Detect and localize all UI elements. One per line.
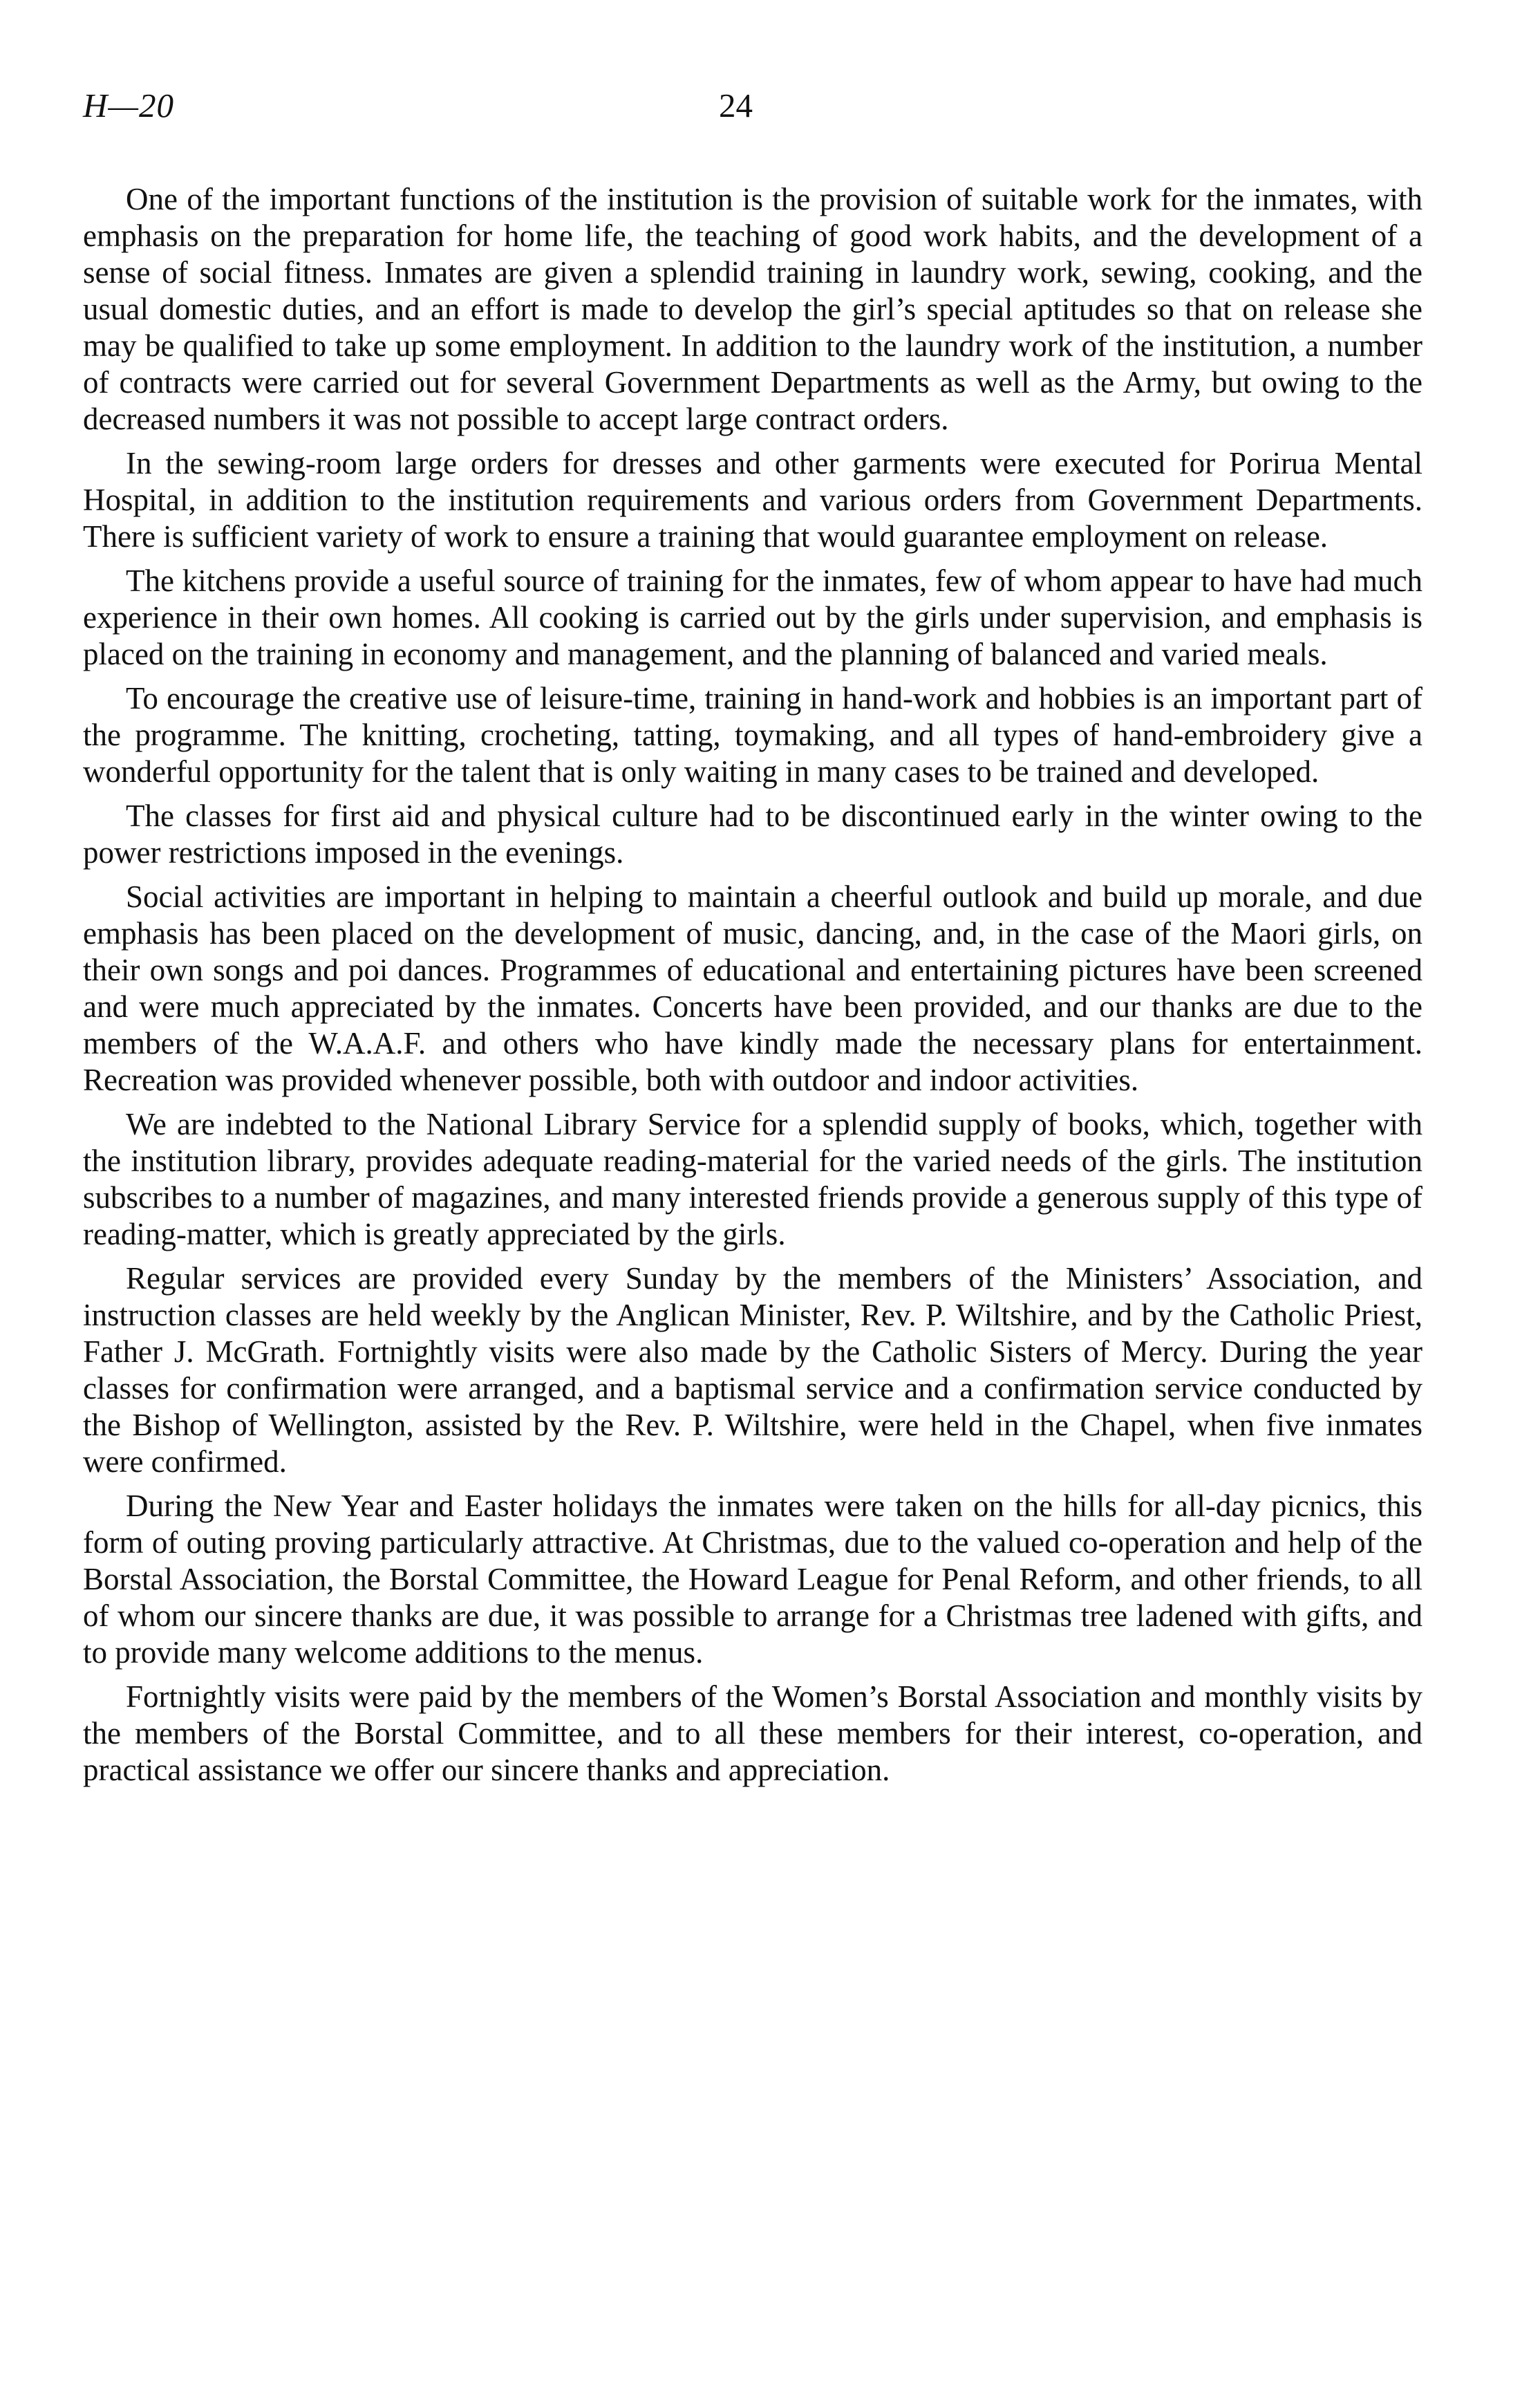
paragraph-leisure-training: To encourage the creative use of leisure-time, training in hand-work and hobbies is an important part of the programme. The knitting, crocheting, tatting, toymaking, and all types of hand-embroidery give a wonderful opportunity for the talent that is only waiting in many cases to be trained and developed. (83, 681, 1422, 789)
paragraph-first-aid: The classes for first aid and physical culture had to be discontinued early in the winter owing to the power restrictions imposed in the evenings. (83, 799, 1422, 870)
document-body (83, 181, 1422, 1789)
paragraph-social-activities: Social activities are important in helping to maintain a cheerful outlook and build up morale, and due emphasis has been placed on the development of music, dancing, and, in the case of the Maori girls, on their own songs and poi dances. Programmes of educational and entertaining pictures have been screened and were much appreciated by the inmates. Concerts have been provided, and our thanks are due to the members of the W.A.A.F. and others who have kindly made the necessary plans for entertainment. Recreation was provided whenever possible, both with outdoor and indoor activities. (83, 879, 1422, 1097)
paragraph-religious-services: Regular services are provided every Sunday by the members of the Ministers’ Association, and instruction classes are held weekly by the Anglican Minister, Rev. P. Wiltshire, and by the Catholic Priest, Father J. McGrath. Fortnightly visits were also made by the Catholic Sisters of Mercy. During the year classes for confirmation were arranged, and a baptismal service and a confirmation service conducted by the Bishop of Wellington, assisted by the Rev. P. Wiltshire, were held in the Chapel, when five inmates were confirmed. (83, 1261, 1422, 1479)
paragraph-work-functions: One of the important functions of the institution is the provision of suitable work for the inmates, with emphasis on the preparation for home life, the teaching of good work habits, and the development of a sense of social fitness. Inmates are given a splendid training in laundry work, sewing, cooking, and the usual domestic duties, and an effort is made to develop the girl’s special aptitudes so that on release she may be qualified to take up some employment. In addition to the laundry work of the institution, a number of contracts were carried out for several Government Departments as well as the Army, but owing to the decreased numbers it was not possible to accept large contract orders. (83, 182, 1422, 436)
paragraph-holidays: During the New Year and Easter holidays the inmates were taken on the hills for all-day picnics, this form of outing proving particularly attractive. At Christmas, due to the valued co-operation and help of the Borstal Association, the Borstal Committee, the Howard League for Penal Reform, and other friends, to all of whom our sincere thanks are due, it was possible to arrange for a Christmas tree ladened with gifts, and to provide many welcome additions to the menus. (83, 1489, 1422, 1670)
paragraph-kitchens: The kitchens provide a useful source of training for the inmates, few of whom appear to have had much experience in their own homes. All cooking is carried out by the girls under supervision, and emphasis is placed on the training in economy and management, and the planning of balanced and varied meals. (83, 563, 1422, 671)
paragraph-library-service: We are indebted to the National Library Service for a splendid supply of books, which, together with the institution library, provides adequate reading-material for the varied needs of the girls. The institution subscribes to a number of magazines, and many interested friends provide a generous supply of this type of reading-matter, which is greatly appreciated by the girls. (83, 1107, 1422, 1251)
paragraph-visits: Fortnightly visits were paid by the members of the Women’s Borstal Association and monthly visits by the members of the Borstal Committee, and to all these members for their interest, co-operation, and practical assistance we offer our sincere thanks and appreciation. (83, 1679, 1422, 1787)
paragraph-sewing-room: In the sewing-room large orders for dresses and other garments were executed for Porirua Mental Hospital, in addition to the institution requirements and various orders from Government Departments. There is sufficient variety of work to ensure a training that would guarantee employment on release. (83, 446, 1422, 554)
page-number: 24 (719, 86, 753, 124)
document-code: H—20 (83, 86, 174, 124)
